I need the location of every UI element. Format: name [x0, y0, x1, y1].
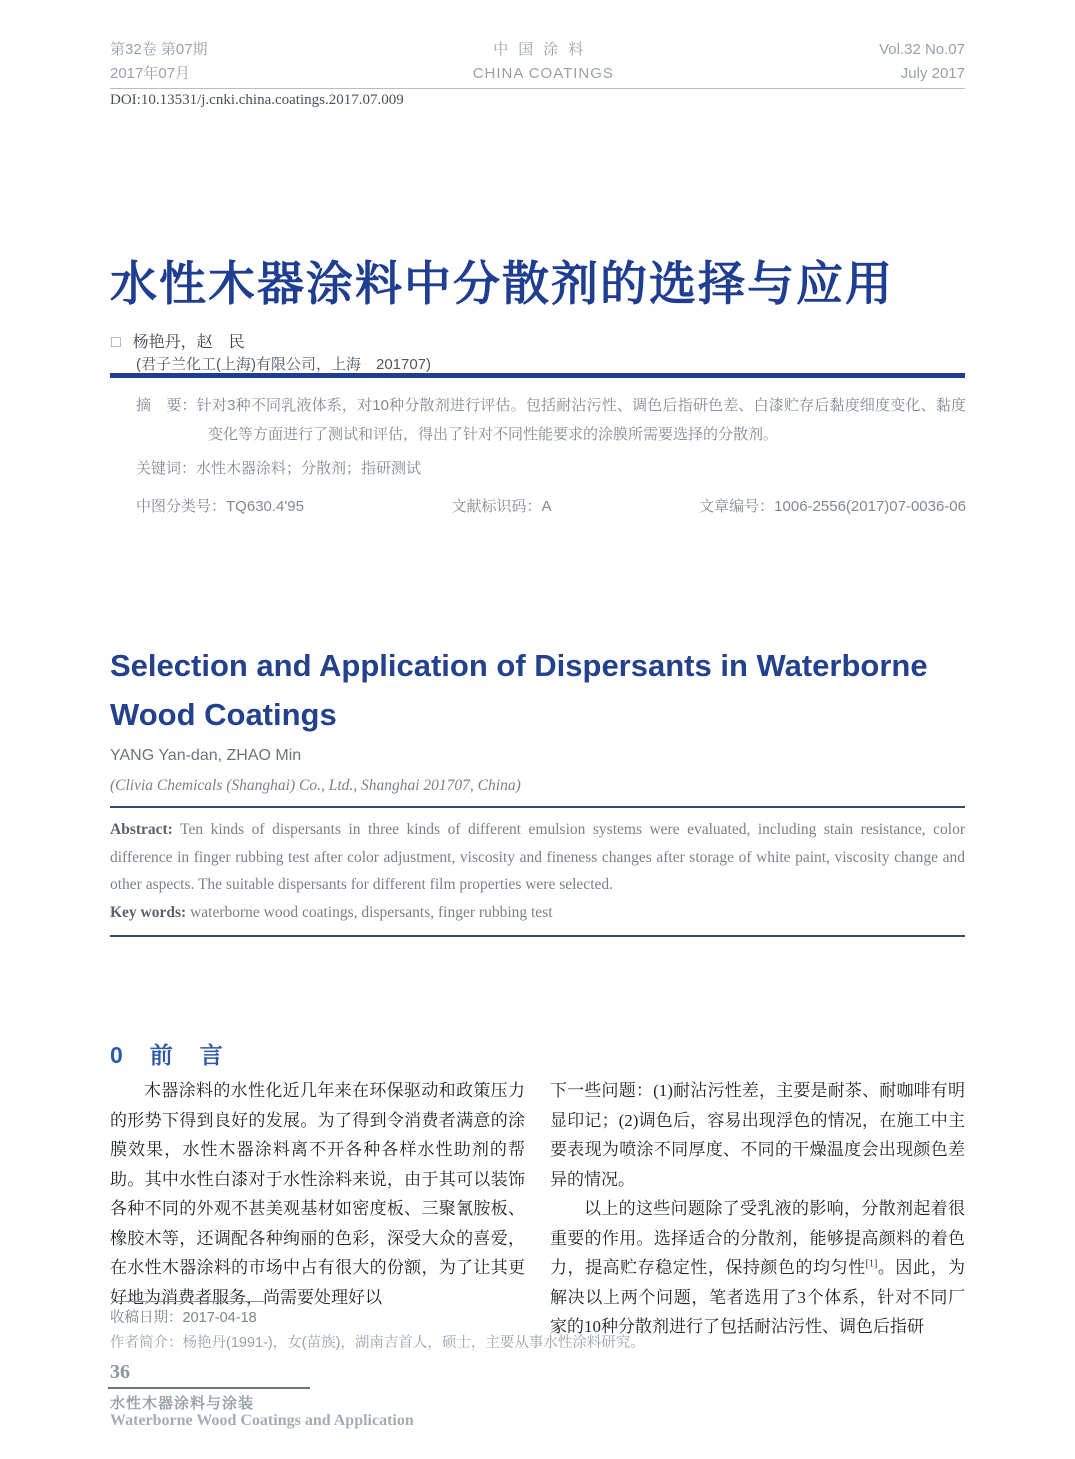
- article-title-en-line1: Selection and Application of Dispersants in Waterborne: [110, 648, 928, 683]
- doc-code-label: 文献标识码：: [451, 498, 542, 515]
- section-heading-intro: 0 前 言: [110, 1042, 225, 1068]
- volume-issue-cn: 第32卷 第07期: [110, 41, 208, 58]
- date-en: July 2017: [900, 65, 965, 82]
- page-number-divider: [108, 1387, 310, 1389]
- header-volume-info: [879, 38, 965, 86]
- keywords-cn-text: 水性木器涂料；分散剂；指研测试: [196, 460, 422, 477]
- citation-ref-1: [1]: [865, 1258, 878, 1270]
- intro-paragraph-2-text-a: 以上的这些问题除了受乳液的影响，分散剂起着很重要的作用。选择适合的分散剂，能够提高颜料的着色力，提高贮存稳定性，保持颜色的均匀性: [550, 1199, 965, 1277]
- affiliation-cn: (君子兰化工(上海)有限公司，上海 201707): [136, 356, 432, 373]
- english-abstract-block: [110, 806, 965, 937]
- keywords-cn: [136, 454, 966, 483]
- authors-cn-names: 杨艳丹，赵 民: [132, 334, 245, 351]
- intro-paragraph-1-continued: 下一些问题：(1)耐沾污性差，主要是耐茶、耐咖啡有明显印记；(2)调色后，容易出现浮色的情况，在施工中主要表现为喷涂不同厚度、不同的干燥温度会出现颜色差异的情况。: [550, 1081, 965, 1189]
- journal-header: [110, 38, 965, 86]
- article-title-cn: 水性木器涂料中分散剂的选择与应用: [110, 257, 894, 310]
- article-id: [699, 492, 966, 521]
- abstract-en-text: Ten kinds of dispersants in three kinds of different emulsion systems were evaluated, including stain resistance, color difference in finger rubbing test after color adjustment, viscosity and fineness changes after storage of white paint, viscosity change and other aspects. The suitable dispersants for different film properties were selected.: [110, 821, 965, 893]
- classification-row: [136, 492, 966, 521]
- intro-paragraph-2-text-b: 。因此，为解决以上两个问题，笔者选用了3个体系，针对不同厂家的10种分散剂进行了包括耐沾污性、调色后指研: [550, 1258, 966, 1336]
- received-date-value: 2017-04-18: [182, 1310, 257, 1326]
- header-issue-info: [110, 38, 208, 86]
- author-bio: [110, 1331, 645, 1352]
- received-date: [110, 1306, 257, 1327]
- author-bio-label: 作者简介：: [110, 1335, 183, 1351]
- clc-value: TQ630.4'95: [226, 498, 304, 515]
- body-column-right: [550, 1076, 965, 1342]
- intro-paragraph-2: [550, 1194, 965, 1342]
- document-code: [452, 492, 552, 521]
- intro-paragraph-1: 木器涂料的水性化近几年来在环保驱动和政策压力的形势下得到良好的发展。为了得到令消费者满意的涂膜效果，水性木器涂料离不开各种各样水性助剂的帮助。其中水性白漆对于水性涂料来说，由于其可以装饰各种不同的外观不甚美观基材如密度板、三聚氰胺板、橡胶木等，还调配各种绚丽的色彩，深受大众的喜爱，在水性木器涂料的市场中占有很大的份额，为了让其更好地为消费者服务，尚需要处理好以: [110, 1081, 525, 1307]
- footer-column-title-cn: 水性木器涂料与涂装: [110, 1395, 255, 1412]
- received-date-label: 收稿日期：: [110, 1310, 183, 1326]
- title-divider-bar: [110, 373, 965, 378]
- volume-issue-en: Vol.32 No.07: [879, 41, 965, 58]
- footnote-divider: [112, 1301, 264, 1302]
- abstract-cn: [136, 391, 966, 449]
- authors-cn: [111, 329, 245, 352]
- author-bio-text: 杨艳丹(1991-)，女(苗族)，湖南吉首人，硕士，主要从事水性涂料研究。: [182, 1335, 645, 1351]
- keywords-cn-label: 关键词：: [136, 460, 197, 477]
- abstract-en-label: Abstract:: [110, 821, 173, 838]
- abstract-cn-text: 针对3种不同乳液体系，对10种分散剂进行评估。包括耐沾污性、调色后指研色差、白漆贮存后黏度细度变化、黏度变化等方面进行了测试和评估，得出了针对不同性能要求的涂膜所需要选择的分散剂。: [196, 397, 966, 443]
- journal-name: [473, 38, 614, 86]
- author-marker-square-icon: □: [111, 334, 121, 351]
- article-title-en: [110, 641, 970, 739]
- article-title-en-line2: Wood Coatings: [110, 697, 337, 732]
- keywords-en: [110, 899, 965, 927]
- keywords-en-label: Key words:: [110, 903, 187, 921]
- clc-number: [136, 492, 304, 521]
- authors-en: YANG Yan-dan, ZHAO Min: [110, 747, 302, 764]
- header-divider: [110, 88, 965, 89]
- journal-name-en: CHINA COATINGS: [472, 65, 614, 82]
- journal-name-cn: 中国涂料: [493, 41, 594, 58]
- date-cn: 2017年07月: [110, 65, 191, 82]
- abstract-cn-label: 摘 要：: [136, 397, 197, 414]
- doc-code-value: A: [541, 498, 552, 515]
- article-id-value: 1006-2556(2017)07-0036-06: [774, 498, 966, 515]
- keywords-en-text: waterborne wood coatings, dispersants, finger rubbing test: [186, 903, 553, 921]
- article-id-label: 文章编号：: [699, 498, 775, 515]
- clc-label: 中图分类号：: [136, 498, 227, 515]
- chinese-meta-block: [136, 391, 966, 521]
- footer-column-title-en: Waterborne Wood Coatings and Application: [110, 1412, 414, 1429]
- abstract-en: [110, 816, 965, 899]
- affiliation-en: (Clivia Chemicals (Shanghai) Co., Ltd., Shanghai 201707, China): [110, 777, 521, 794]
- page-number: 36: [110, 1361, 130, 1383]
- doi: DOI:10.13531/j.cnki.china.coatings.2017.07.009: [110, 92, 404, 108]
